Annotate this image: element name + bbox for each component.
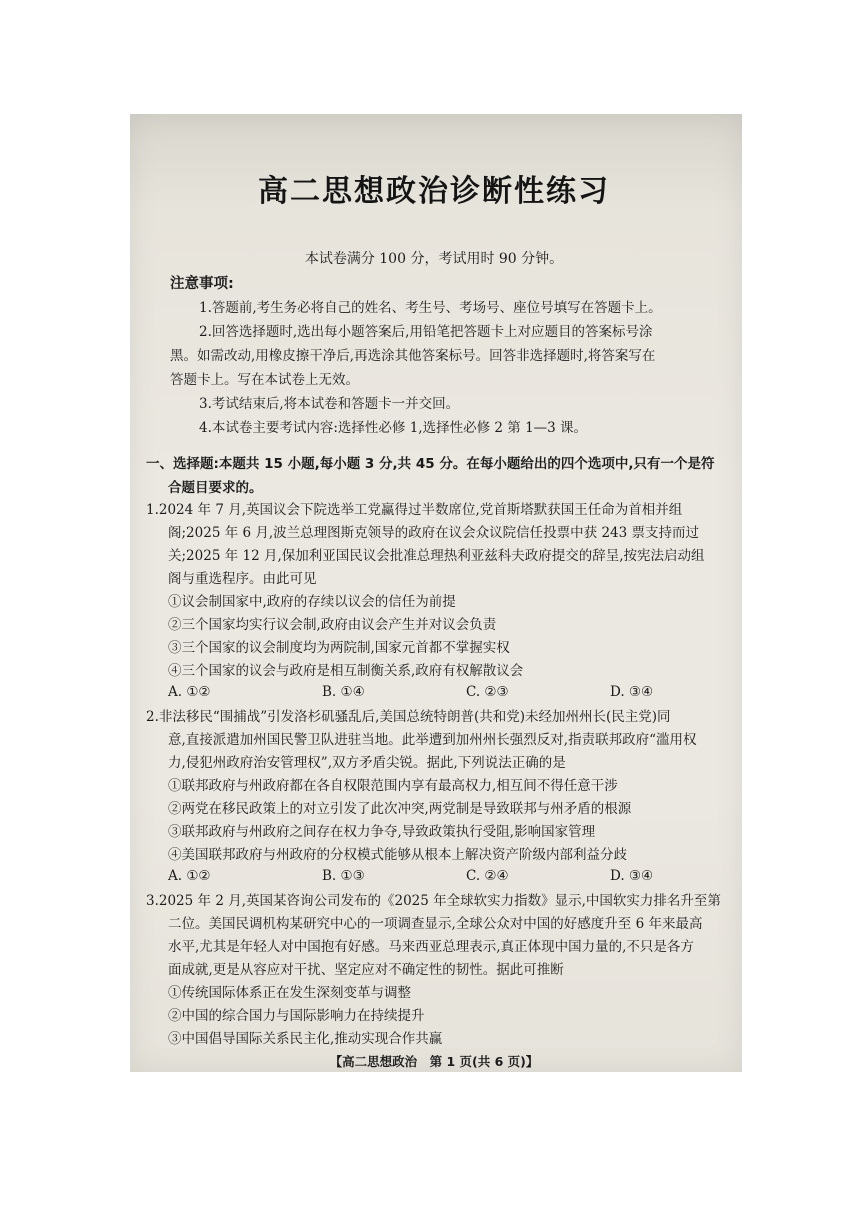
question-2-option-d: D. ③④ xyxy=(610,868,654,884)
question-3-stem: 面成就,更是从容应对干扰、坚定应对不确定性的韧性。据此可推断 xyxy=(168,962,564,978)
question-2-stem: 意,直接派遣加州国民警卫队进驻当地。此举遭到加州州长强烈反对,指责联邦政府“滥用权 xyxy=(168,732,697,748)
question-2-option-a: A. ①② xyxy=(168,868,211,884)
question-2-stem: 2.非法移民“围捕战”引发洛杉矶骚乱后,美国总统特朗普(共和党)未经加州州长(民主党)同 xyxy=(146,709,671,725)
question-3-item: ①传统国际体系正在发生深刻变革与调整 xyxy=(168,985,411,1001)
question-2-item: ①联邦政府与州政府都在各自权限范围内享有最高权力,相互间不得任意干涉 xyxy=(168,778,618,794)
question-1-stem: 1.2024 年 7 月,英国议会下院选举工党赢得过半数席位,党首斯塔默获国王任命为首相并组 xyxy=(146,502,683,518)
question-2-item: ④美国联邦政府与州政府的分权模式能够从根本上解决资产阶级内部利益分歧 xyxy=(168,847,627,863)
question-1-option-d: D. ③④ xyxy=(610,684,654,700)
section-heading: 一、选择题:本题共 15 小题,每小题 3 分,共 45 分。在每小题给出的四个选项中,只有一个是符 xyxy=(146,456,715,472)
question-1-option-a: A. ①② xyxy=(168,684,211,700)
question-1-option-c: C. ②③ xyxy=(466,684,509,700)
question-2-option-c: C. ②④ xyxy=(466,868,509,884)
question-3-stem: 3.2025 年 2 月,英国某咨询公司发布的《2025 年全球软实力指数》显示,中国软实力排名升至第 xyxy=(146,893,721,909)
notice-line: 答题卡上。写在本试卷上无效。 xyxy=(170,372,359,388)
notice-line: 4.本试卷主要考试内容:选择性必修 1,选择性必修 2 第 1—3 课。 xyxy=(199,420,588,436)
question-3-stem: 水平,尤其是年轻人对中国抱有好感。马来西亚总理表示,真正体现中国力量的,不只是各方 xyxy=(168,939,694,955)
notice-line: 3.考试结束后,将本试卷和答题卡一并交回。 xyxy=(199,396,460,412)
page-footer: 【高二思想政治 第 1 页(共 6 页)】 xyxy=(329,1054,539,1069)
question-1-item: ③三个国家的议会制度均为两院制,国家元首都不掌握实权 xyxy=(168,640,510,656)
notice-heading: 注意事项: xyxy=(170,276,234,292)
question-1-stem: 阁与重选程序。由此可见 xyxy=(168,571,317,587)
question-2-item: ②两党在移民政策上的对立引发了此次冲突,两党制是导致联邦与州矛盾的根源 xyxy=(168,801,632,817)
question-3-item: ②中国的综合国力与国际影响力在持续提升 xyxy=(168,1008,425,1024)
exam-title: 高二思想政治诊断性练习 xyxy=(258,174,610,209)
question-3-item: ③中国倡导国际关系民主化,推动实现合作共赢 xyxy=(168,1031,443,1047)
question-1-item: ①议会制国家中,政府的存续以议会的信任为前提 xyxy=(168,594,456,610)
notice-line: 1.答题前,考生务必将自己的姓名、考生号、考场号、座位号填写在答题卡上。 xyxy=(199,300,662,316)
question-3-stem: 二位。美国民调机构某研究中心的一项调查显示,全球公众对中国的好感度升至 6 年来最高 xyxy=(168,916,703,932)
question-1-option-b: B. ①④ xyxy=(322,684,365,700)
question-2-stem: 力,侵犯州政府治安管理权”,双方矛盾尖锐。据此,下列说法正确的是 xyxy=(168,755,566,771)
question-1-item: ④三个国家的议会与政府是相互制衡关系,政府有权解散议会 xyxy=(168,663,524,679)
question-2-item: ③联邦政府与州政府之间存在权力争夺,导致政策执行受阻,影响国家管理 xyxy=(168,824,596,840)
question-1-stem: 阁;2025 年 6 月,波兰总理图斯克领导的政府在议会众议院信任投票中获 243 票支持而过 xyxy=(168,525,700,541)
question-2-option-b: B. ①③ xyxy=(322,868,365,884)
question-1-item: ②三个国家均实行议会制,政府由议会产生并对议会负责 xyxy=(168,617,497,633)
notice-line: 2.回答选择题时,选出每小题答案后,用铅笔把答题卡上对应题目的答案标号涂 xyxy=(199,324,653,340)
section-heading-cont: 合题目要求的。 xyxy=(168,480,263,496)
question-1-stem: 关;2025 年 12 月,保加利亚国民议会批准总理热利亚兹科夫政府提交的辞呈,按宪法启动组 xyxy=(168,548,705,564)
notice-line: 黑。如需改动,用橡皮擦干净后,再选涂其他答案标号。回答非选择题时,将答案写在 xyxy=(170,348,656,364)
exam-subtitle: 本试卷满分 100 分，考试用时 90 分钟。 xyxy=(304,251,564,267)
